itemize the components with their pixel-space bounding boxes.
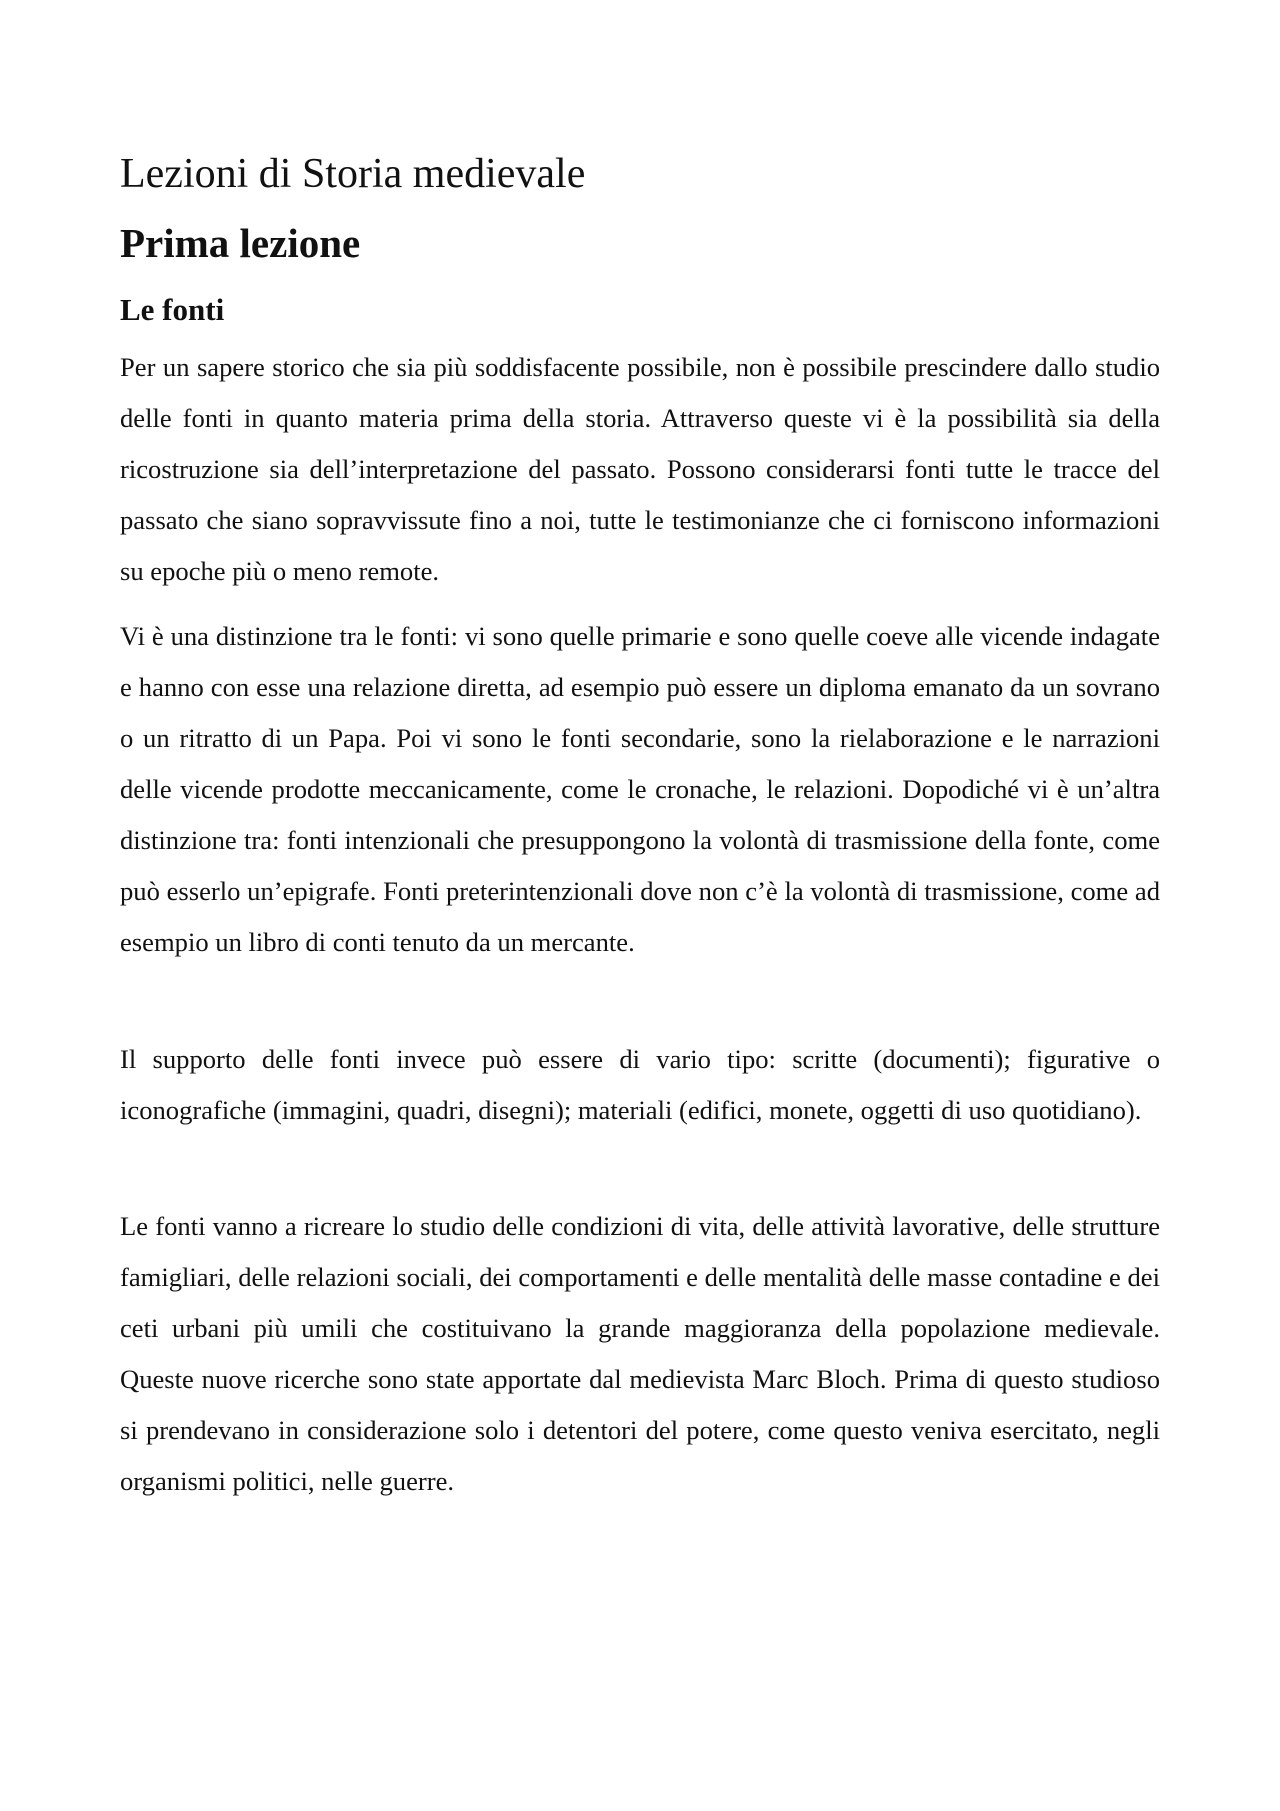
body-paragraph: Vi è una distinzione tra le fonti: vi sono quelle primarie e sono quelle coeve alle vicende indagate e hanno con esse una relazione diretta, ad esempio può essere un diploma emanato da un sovrano o un ritratto di un Papa. Poi vi sono le fonti secondarie, sono la rielaborazione e le narrazioni delle vicende prodotte meccanicamente, come le cronache, le relazioni. Dopodiché vi è un’altra distinzione tra: fonti intenzionali che presuppongono la volontà di trasmissione della fonte, come può esserlo un’epigrafe. Fonti preterintenzionali dove non c’è la volontà di trasmissione, come ad esempio un libro di conti tenuto da un mercante. <box>120 621 1160 957</box>
section-heading: Le fonti <box>120 292 225 327</box>
body-paragraph: Le fonti vanno a ricreare lo studio delle condizioni di vita, delle attività lavorative, delle strutture famigliari, delle relazioni sociali, dei comportamenti e delle mentalità delle masse contadine e dei ceti urbani più umili che costituivano la grande maggioranza della popolazione medievale. Queste nuove ricerche sono state apportate dal medievista Marc Bloch. Prima di questo studioso si prendevano in considerazione solo i detentori del potere, come questo veniva esercitato, negli organismi politici, nelle guerre. <box>120 1211 1160 1496</box>
lesson-heading: Prima lezione <box>120 220 361 266</box>
document-title: Lezioni di Storia medievale <box>120 151 586 197</box>
body-paragraph: Per un sapere storico che sia più soddisfacente possibile, non è possibile prescindere dallo studio delle fonti in quanto materia prima della storia. Attraverso queste vi è la possibilità sia della ricostruzione sia dell’interpretazione del passato. Possono considerarsi fonti tutte le tracce del passato che siano sopravvissute fino a noi, tutte le testimonianze che ci forniscono informazioni su epoche più o meno remote. <box>120 352 1160 586</box>
body-paragraph: Il supporto delle fonti invece può essere di vario tipo: scritte (documenti); figurative o iconografiche (immagini, quadri, disegni); materiali (edifici, monete, oggetti di uso quotidiano). <box>120 1044 1160 1125</box>
